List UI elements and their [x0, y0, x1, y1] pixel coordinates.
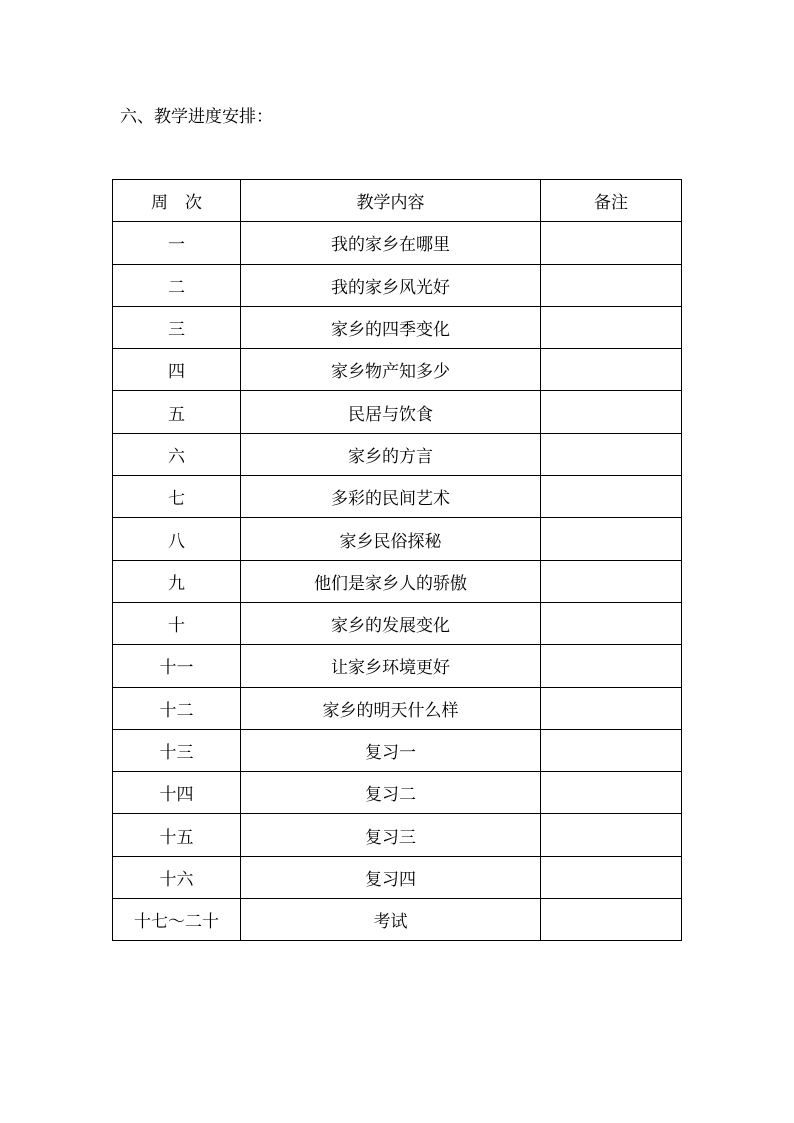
- content-cell: 家乡的方言: [241, 433, 541, 475]
- week-cell: 四: [113, 349, 241, 391]
- content-cell: 复习一: [241, 729, 541, 771]
- note-cell: [541, 476, 682, 518]
- week-cell: 十一: [113, 645, 241, 687]
- table-row: [113, 349, 682, 391]
- content-cell: 复习四: [241, 856, 541, 898]
- note-cell: [541, 560, 682, 602]
- note-cell: [541, 772, 682, 814]
- week-cell: 十五: [113, 814, 241, 856]
- note-cell: [541, 856, 682, 898]
- content-cell: 家乡民俗探秘: [241, 518, 541, 560]
- week-cell: 五: [113, 391, 241, 433]
- week-cell: 六: [113, 433, 241, 475]
- week-cell: 十四: [113, 772, 241, 814]
- header-note: 备注: [541, 180, 682, 222]
- content-cell: 家乡的发展变化: [241, 602, 541, 644]
- table-row: [113, 306, 682, 348]
- table-row: [113, 899, 682, 941]
- content-cell: 我的家乡在哪里: [241, 222, 541, 264]
- week-cell: 三: [113, 306, 241, 348]
- content-cell: 复习三: [241, 814, 541, 856]
- note-cell: [541, 222, 682, 264]
- content-cell: 让家乡环境更好: [241, 645, 541, 687]
- content-cell: 家乡物产知多少: [241, 349, 541, 391]
- week-cell: 一: [113, 222, 241, 264]
- week-cell: 八: [113, 518, 241, 560]
- week-cell: 二: [113, 264, 241, 306]
- header-content: 教学内容: [241, 180, 541, 222]
- note-cell: [541, 391, 682, 433]
- table-row: [113, 518, 682, 560]
- table-header-row: [113, 180, 682, 222]
- note-cell: [541, 518, 682, 560]
- table-row: [113, 856, 682, 898]
- week-cell: 十六: [113, 856, 241, 898]
- table-row: [113, 391, 682, 433]
- content-cell: 他们是家乡人的骄傲: [241, 560, 541, 602]
- week-cell: 九: [113, 560, 241, 602]
- table-row: [113, 222, 682, 264]
- table-row: [113, 560, 682, 602]
- schedule-body: [113, 222, 682, 941]
- note-cell: [541, 645, 682, 687]
- content-cell: 家乡的四季变化: [241, 306, 541, 348]
- schedule-table: [112, 179, 682, 941]
- content-cell: 考试: [241, 899, 541, 941]
- section-heading: 六、教学进度安排：: [120, 107, 273, 127]
- note-cell: [541, 899, 682, 941]
- note-cell: [541, 433, 682, 475]
- note-cell: [541, 814, 682, 856]
- note-cell: [541, 729, 682, 771]
- content-cell: 多彩的民间艺术: [241, 476, 541, 518]
- table-row: [113, 433, 682, 475]
- note-cell: [541, 264, 682, 306]
- content-cell: 民居与饮食: [241, 391, 541, 433]
- content-cell: 我的家乡风光好: [241, 264, 541, 306]
- table-row: [113, 772, 682, 814]
- table-row: [113, 645, 682, 687]
- table-row: [113, 814, 682, 856]
- note-cell: [541, 306, 682, 348]
- content-cell: 家乡的明天什么样: [241, 687, 541, 729]
- week-cell: 七: [113, 476, 241, 518]
- week-cell: 十二: [113, 687, 241, 729]
- header-week: 周 次: [113, 180, 241, 222]
- table-row: [113, 602, 682, 644]
- week-cell: 十七～二十: [113, 899, 241, 941]
- table-row: [113, 264, 682, 306]
- week-cell: 十: [113, 602, 241, 644]
- note-cell: [541, 687, 682, 729]
- table-row: [113, 476, 682, 518]
- content-cell: 复习二: [241, 772, 541, 814]
- note-cell: [541, 349, 682, 391]
- week-cell: 十三: [113, 729, 241, 771]
- note-cell: [541, 602, 682, 644]
- table-row: [113, 729, 682, 771]
- table-row: [113, 687, 682, 729]
